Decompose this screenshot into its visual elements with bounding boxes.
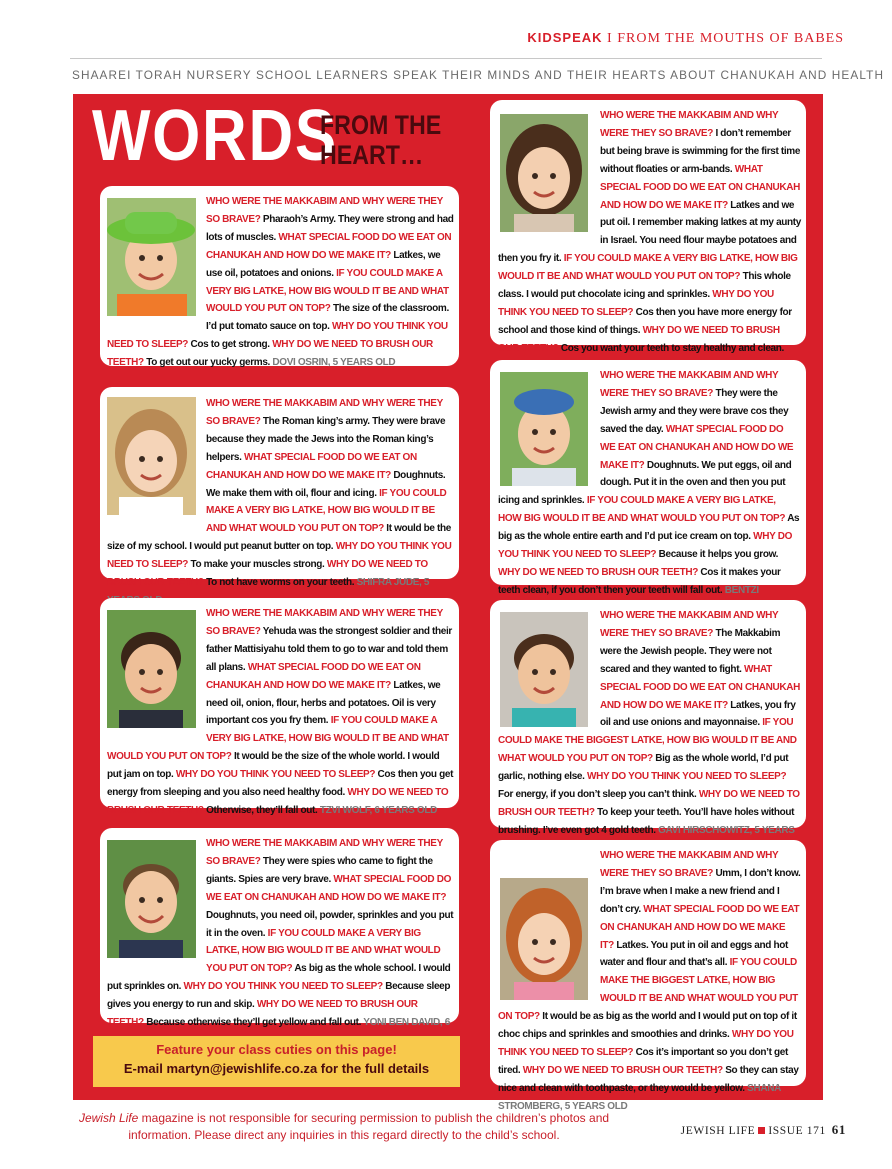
kid-name: SHIFRA JUDE, 5 bbox=[356, 577, 430, 589]
card-text: WHO WERE THE MAKKABIM AND WHY WERE THEY SO BRAVE? They were the Jewish army and they were brave cos they saved the day. WHAT SPECIAL FOOD DO WE EAT ON CHANUKAH AND HOW DO WE MAKE IT? Doughnuts. We put eggs, oil and dough. Put it in the oven and then you put icing and sprinkles. IF YOU COULD MAKE A VERY BIG LATKE, HOW BIG WOULD IT BE AND WHAT WOULD YOU PUT ON TOP? As big as the whole entire earth and I’d put ice cream on top. WHY DO YOU THINK YOU NEED TO SLEEP? Because it helps you grow. WHY DO WE NEED TO BRUSH OUR TEETH? Cos it makes your teeth clean, if you don’t then your teeth will fall out. BENTZI bbox=[498, 367, 801, 618]
section-label: KIDSPEAK bbox=[527, 30, 603, 45]
kid-name: DOVI OSRIN, 5 YEARS OLD bbox=[272, 357, 396, 369]
photo-spacer bbox=[107, 395, 206, 521]
card-text: WHO WERE THE MAKKABIM AND WHY WERE THEY SO BRAVE? The Makkabim were the Jewish people. They were not scared and they wanted to fight. WHAT SPECIAL FOOD DO WE EAT ON CHANUKAH AND HOW DO WE MAKE IT? Latkes, you fry oil and use onions and mayonnaise. IF YOU COULD MAKE THE BIGGEST LATKE, HOW BIG WOULD IT BE AND WHAT WOULD YOU PUT ON TOP? Big as the whole world, I’d put garlic, nothing else. WHY DO YOU THINK YOU NEED TO SLEEP? For energy, if you don’t sleep you can’t think. WHY DO WE NEED TO BRUSH OUR TEETH? To keep your teeth. You’ll have holes without brushing. I’ve even got 4 gold teeth. GAVI HIRSCHOWITZ, 5 YEARS bbox=[498, 607, 801, 858]
title-line-2: HEART… bbox=[320, 140, 424, 170]
kid-name: SHANA STROMBERG, 5 YEARS OLD bbox=[498, 1082, 781, 1112]
page-folio bbox=[681, 1122, 846, 1138]
kid-card-leah bbox=[490, 100, 806, 354]
kid-name: YONI BEN DAVID, 6 bbox=[363, 1017, 450, 1029]
footer-disclaimer bbox=[70, 1110, 618, 1144]
kid-card-shifra bbox=[100, 387, 459, 589]
kid-card-tzvi bbox=[100, 598, 459, 816]
card-text: WHO WERE THE MAKKABIM AND WHY WERE THEY SO BRAVE? Umm, I don’t know. I’m brave when I make a new friend and I don’t cry. WHAT SPECIAL FOOD DO WE EAT ON CHANUKAH AND HOW DO WE MAKE IT? Latkes. You put in oil and eggs and hot water and flour and that’s all. IF YOU COULD MAKE THE BIGGEST LATKE, HOW BIG WOULD IT BE AND WHAT WOULD YOU PUT ON TOP? It would be as big as the world and I would put on top of it choc chips and sprinkles and smoothies and drinks. WHY DO YOU THINK YOU NEED TO SLEEP? Cos it’s important so you don’t get tired. WHY DO WE NEED TO BRUSH OUR TEETH? So they can stay nice and clean with toothpaste, or they would be yellow. SHANA STROMBERG, 5 YEARS OLD bbox=[498, 847, 801, 1116]
card-text: WHO WERE THE MAKKABIM AND WHY WERE THEY SO BRAVE? Pharaoh’s Army. They were strong and had lots of muscles. WHAT SPECIAL FOOD DO WE EAT ON CHANUKAH AND HOW DO WE MAKE IT? Latkes, we use oil, potatoes and onions. IF YOU COULD MAKE A VERY BIG LATKE, HOW BIG WOULD IT BE AND WHAT WOULD YOU PUT ON TOP? The size of the classroom. I’d put tomato sauce on top. WHY DO YOU THINK YOU NEED TO SLEEP? Cos to get strong. WHY DO WE NEED TO BRUSH OUR TEETH? To get out our yucky germs. DOVI OSRIN, 5 YEARS OLD bbox=[107, 193, 455, 372]
kid-name: TZVI WOLF, 6 YEARS OLD bbox=[319, 804, 437, 816]
title-line-1: FROM THE bbox=[320, 110, 442, 140]
promo-headline: Feature your class cuties on this page! bbox=[156, 1042, 397, 1057]
kid-card-gavi bbox=[490, 600, 806, 836]
title-words: WORDS bbox=[92, 96, 338, 176]
magazine-name: Jewish Life bbox=[78, 1111, 139, 1125]
subheading: SHAAREI TORAH NURSERY SCHOOL LEARNERS SPEAK THEIR MINDS AND THEIR HEARTS ABOUT CHANUKAH AND HEALTH bbox=[72, 68, 885, 82]
header-separator: I bbox=[607, 31, 613, 46]
card-text: WHO WERE THE MAKKABIM AND WHY WERE THEY SO BRAVE? I don’t remember but being brave is swimming for the first time without floaties or arm-bands. WHAT SPECIAL FOOD DO WE EAT ON CHANUKAH AND HOW DO WE MAKE IT? Latkes and we put oil. I remember making latkes at my aunty in Israel. You need flour maybe potatoes and then you fry it. IF YOU COULD MAKE A VERY BIG LATKE, HOW BIG WOULD IT BE AND WHAT WOULD YOU PUT ON TOP? This whole class. I would put chocolate icing and sprinkles. WHY DO YOU THINK YOU NEED TO SLEEP? Cos then you have more energy for school and those kind of things. WHY DO WE NEED TO BRUSH OUR TEETH? Cos you want your teeth to stay healthy and clean. bbox=[498, 107, 801, 376]
kid-name: BENTZI bbox=[724, 584, 759, 596]
kid-name: GAVI HIRSCHOWITZ, 5 YEARS bbox=[658, 824, 795, 836]
publication-name: JEWISH LIFE bbox=[680, 1125, 756, 1137]
header-divider bbox=[70, 58, 822, 59]
photo-spacer bbox=[107, 193, 206, 319]
disclaimer-text: magazine is not responsible for securing permission to publish the children’s photos and information. Please direct any inquiries in this regard directly to the child’s school. bbox=[128, 1111, 610, 1142]
page-number: 61 bbox=[831, 1122, 846, 1137]
photo-spacer bbox=[498, 367, 600, 489]
issue-number: ISSUE 171 bbox=[768, 1125, 826, 1137]
card-text: WHO WERE THE MAKKABIM AND WHY WERE THEY SO BRAVE? Yehuda was the strongest soldier and their father Mattisiyahu told them to go to war and told them all plans. WHAT SPECIAL FOOD DO WE EAT ON CHANUKAH AND HOW DO WE MAKE IT? Latkes, we need oil, onion, flour, herbs and potatoes. Oil is very important cos you fry them. IF YOU COULD MAKE A VERY BIG LATKE, HOW BIG WOULD IT BE AND WHAT WOULD YOU PUT ON TOP? It would be the size of the whole world. I would put jam on top. WHY DO YOU THINK YOU NEED TO SLEEP? Cos then you get energy from sleeping and you also need healthy food. WHY DO WE NEED TO BRUSH OUR TEETH? Otherwise, they’ll fall out. TZVI WOLF, 6 YEARS OLD bbox=[107, 605, 455, 820]
kid-card-dovi bbox=[100, 186, 459, 369]
photo-spacer bbox=[498, 107, 600, 233]
kid-card-bentzi bbox=[490, 360, 806, 596]
kid-card-shana bbox=[490, 840, 806, 1112]
square-bullet-icon bbox=[758, 1127, 765, 1134]
section-topic: FROM THE MOUTHS OF BABES bbox=[617, 31, 844, 46]
section-header bbox=[527, 30, 844, 47]
promo-email-line: E-mail martyn@jewishlife.co.za for the full details bbox=[123, 1061, 430, 1076]
photo-spacer bbox=[107, 835, 206, 961]
photo-spacer bbox=[498, 847, 600, 997]
photo-spacer bbox=[107, 605, 206, 731]
title-from-the-heart bbox=[320, 110, 441, 170]
photo-spacer bbox=[498, 607, 600, 729]
kid-card-yoni bbox=[100, 828, 459, 1029]
card-text: WHO WERE THE MAKKABIM AND WHY WERE THEY SO BRAVE? The Roman king’s army. They were brave because they made the Jews into the Roman king’s helpers. WHAT SPECIAL FOOD DO WE EAT ON CHANUKAH AND HOW DO WE MAKE IT? Doughnuts. We make them with oil, flour and icing. IF YOU COULD MAKE A VERY BIG LATKE, HOW BIG WOULD IT BE AND WHAT WOULD YOU PUT ON TOP? It would be the size of my school. I would put peanut butter on top. WHY DO YOU THINK YOU NEED TO SLEEP? To make your muscles strong. WHY DO WE NEED TO BRUSH OUR TEETH? To not have worms on your teeth. SHIFRA JUDE, 5 bbox=[107, 395, 455, 610]
card-text: WHO WERE THE MAKKABIM AND WHY WERE THEY SO BRAVE? They were spies who came to fight the giants. Spies are very brave. WHAT SPECIAL FOOD DO WE EAT ON CHANUKAH AND HOW DO WE MAKE IT? Doughnuts, you need oil, powder, sprinkles and you put it in the oven. IF YOU COULD MAKE A VERY BIG LATKE, HOW BIG WOULD IT BE AND WHAT WOULD YOU PUT ON TOP? As big as the whole school. I would put sprinkles on. WHY DO YOU THINK YOU NEED TO SLEEP? Because sleep gives you energy to run and skip. WHY DO WE NEED TO BRUSH OUR TEETH? Because otherwise they’ll get yellow and fall out. YONI BEN DAVID, 6 bbox=[107, 835, 455, 1050]
promo-box bbox=[93, 1036, 460, 1087]
